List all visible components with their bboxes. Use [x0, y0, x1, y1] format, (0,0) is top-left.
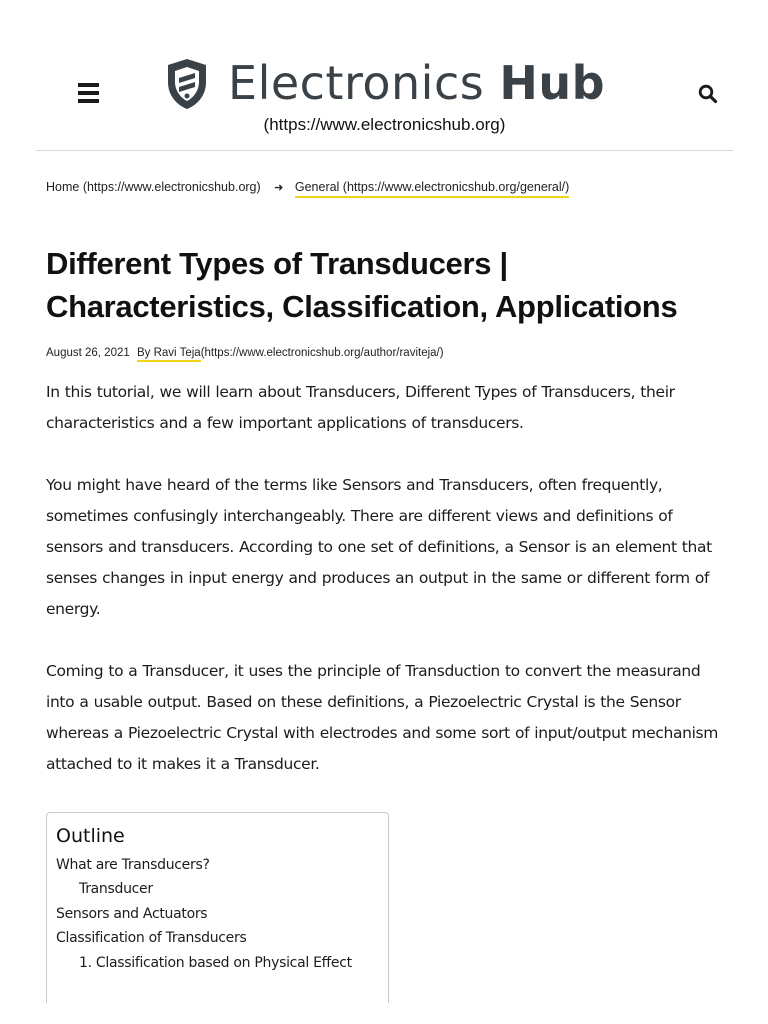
breadcrumb-home-link[interactable]: Home (https://www.electronicshub.org): [46, 180, 261, 194]
breadcrumb: [46, 180, 569, 194]
transducer-paragraph: Coming to a Transducer, it uses the principle of Transduction to convert the measurand into a usable output. Based on these definitions, a Piezoelectric Crystal is the Sensor whereas a Piezoelectric Crystal with electrodes and some sort of input/output mechanism attached to it makes it a Transducer.: [46, 662, 719, 773]
outline-title: Outline: [56, 825, 125, 847]
intro-paragraph: In this tutorial, we will learn about Transducers, Different Types of Transducers, their characteristics and a few important applications of transducers.: [46, 383, 675, 432]
author-link[interactable]: By Ravi Teja: [137, 347, 201, 362]
outline-item-physical-effect[interactable]: 1. Classification based on Physical Effect: [79, 955, 352, 971]
outline-item-sensors-and-actuators[interactable]: Sensors and Actuators: [56, 906, 208, 922]
outline-item-transducer[interactable]: Transducer: [79, 881, 153, 897]
hamburger-icon[interactable]: [78, 83, 100, 105]
shield-logo-icon: [166, 58, 208, 110]
outline-item-what-are-transducers[interactable]: What are Transducers?: [56, 857, 210, 873]
author-url: (https://www.electronicshub.org/author/raviteja/): [200, 347, 444, 359]
arrow-right-icon: ➜: [274, 182, 284, 194]
sensors-paragraph: You might have heard of the terms like Sensors and Transducers, often frequently, sometimes confusingly interchangeably. There are different views and definitions of sensors and transducers. According to one set of definitions, a Sensor is an element that senses changes in input energy and produces an output in the same or different form of energy.: [46, 476, 712, 618]
article-date: August 26, 2021: [46, 347, 130, 359]
table-of-contents: [46, 812, 389, 1003]
outline-item-classification[interactable]: Classification of Transducers: [56, 930, 247, 946]
logo-url: (https://www.electronicshub.org): [263, 115, 506, 134]
breadcrumb-general-link[interactable]: General (https://www.electronicshub.org/general/): [295, 180, 569, 198]
article-meta: [46, 347, 444, 359]
site-logo[interactable]: [166, 58, 606, 112]
search-icon[interactable]: [698, 84, 720, 106]
logo-wordmark: Electronics Hub: [228, 56, 606, 110]
site-header: [36, 0, 733, 151]
article-title: Different Types of Transducers | Characteristics, Classification, Applications: [46, 246, 678, 324]
